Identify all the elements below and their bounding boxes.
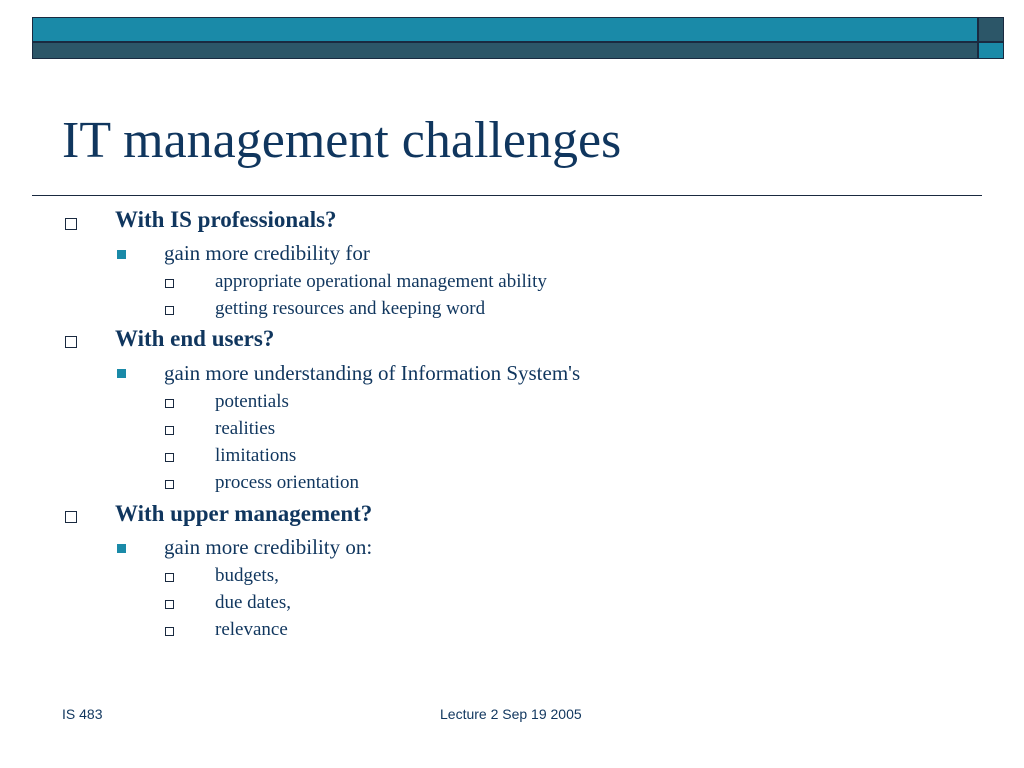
- bullet-level1: With upper management?: [115, 501, 373, 526]
- hollow-square-bullet-icon: [165, 306, 174, 315]
- header-bar-bottom: [32, 42, 978, 59]
- bullet-level1: With IS professionals?: [115, 207, 337, 232]
- hollow-square-bullet-icon: [165, 600, 174, 609]
- title-divider: [32, 195, 982, 196]
- bullet-level3: due dates,: [215, 592, 291, 613]
- hollow-square-bullet-icon: [65, 218, 77, 230]
- bullet-level3: relevance: [215, 619, 288, 640]
- bullet-level3: budgets,: [215, 565, 279, 586]
- bullet-level3: realities: [215, 418, 276, 439]
- bullet-level3: getting resources and keeping word: [215, 298, 486, 319]
- footer-course: IS 483: [62, 706, 103, 722]
- hollow-square-bullet-icon: [165, 399, 174, 408]
- bullet-level1: With end users?: [115, 326, 275, 351]
- slide-title: IT management challenges: [62, 112, 622, 169]
- filled-square-bullet-icon: [117, 250, 126, 259]
- hollow-square-bullet-icon: [165, 453, 174, 462]
- bullet-level2: gain more credibility on:: [164, 535, 373, 559]
- bullet-level3: appropriate operational management ability: [215, 271, 547, 292]
- header-bar-top: [32, 17, 978, 42]
- hollow-square-bullet-icon: [65, 336, 77, 348]
- header-square-bottom: [978, 42, 1004, 59]
- filled-square-bullet-icon: [117, 369, 126, 378]
- bullet-level3: process orientation: [215, 472, 360, 493]
- footer-lecture-date: Lecture 2 Sep 19 2005: [440, 706, 582, 722]
- hollow-square-bullet-icon: [165, 627, 174, 636]
- hollow-square-bullet-icon: [65, 511, 77, 523]
- hollow-square-bullet-icon: [165, 480, 174, 489]
- bullet-level2: gain more credibility for: [164, 241, 370, 265]
- hollow-square-bullet-icon: [165, 279, 174, 288]
- header-square-top: [978, 17, 1004, 42]
- bullet-level3: limitations: [215, 445, 297, 466]
- bullet-level2: gain more understanding of Information System's: [164, 361, 581, 385]
- filled-square-bullet-icon: [117, 544, 126, 553]
- bullet-level3: potentials: [215, 391, 289, 412]
- hollow-square-bullet-icon: [165, 573, 174, 582]
- hollow-square-bullet-icon: [165, 426, 174, 435]
